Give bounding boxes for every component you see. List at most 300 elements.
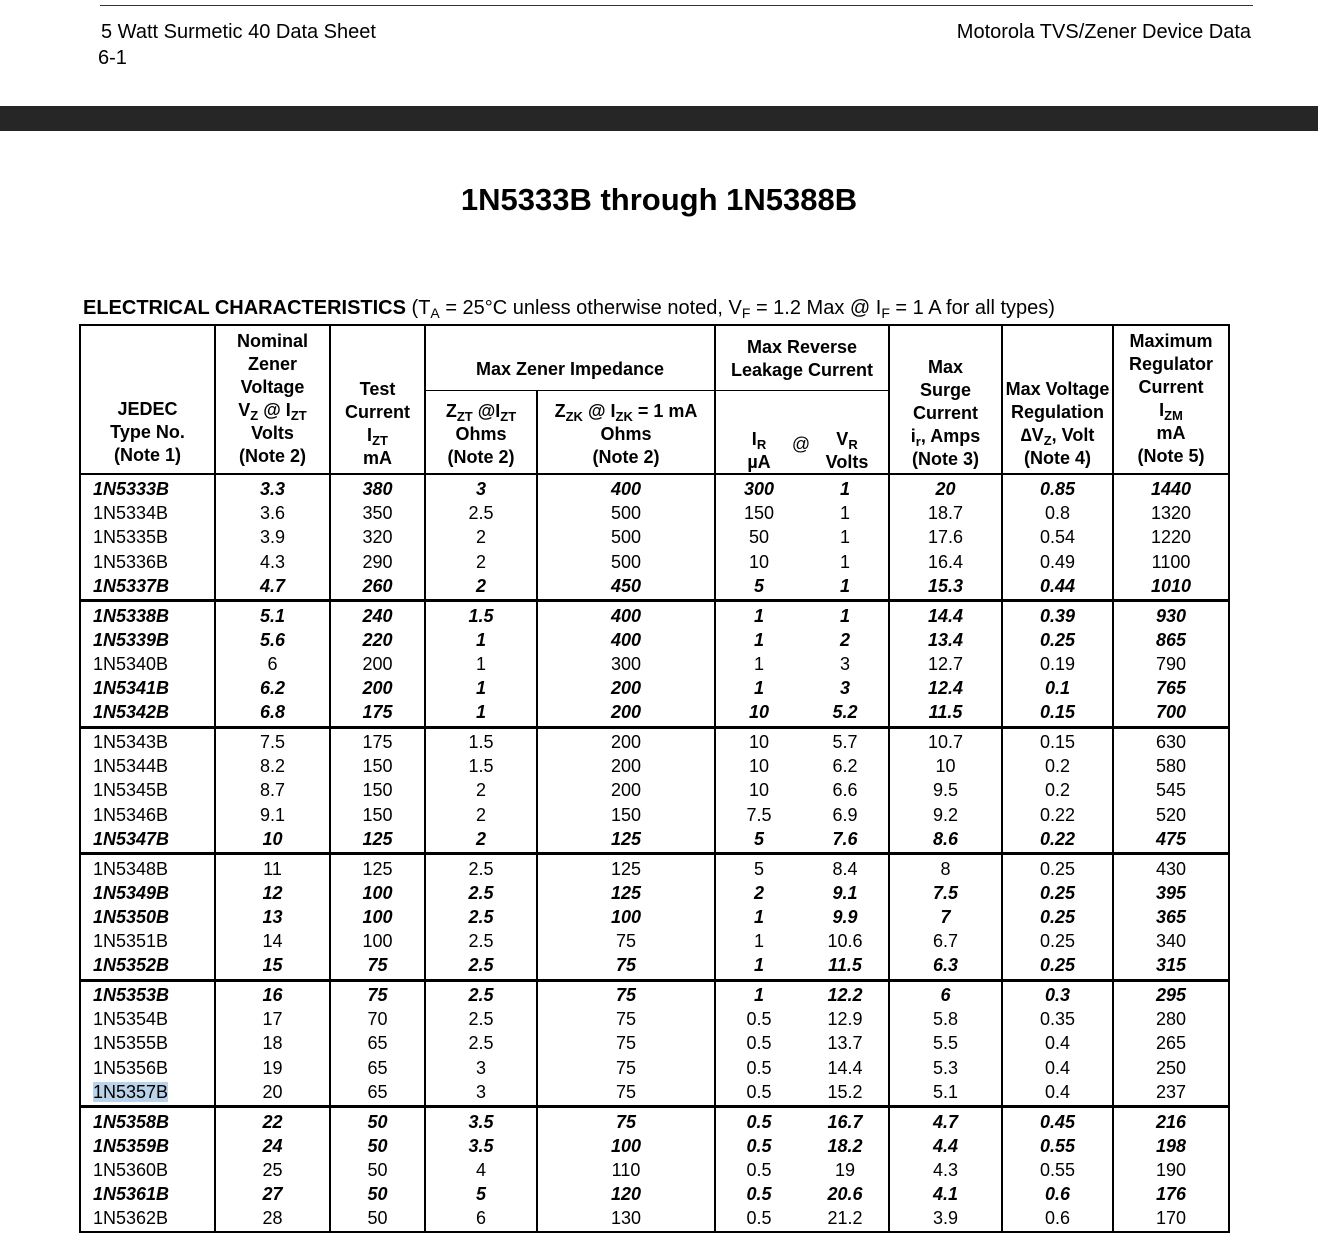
cell-type: 1N5358B [93, 1111, 170, 1132]
cell-izt: 240 [362, 605, 393, 626]
cell-vz: 3.6 [259, 503, 286, 524]
cell-zzk: 75 [615, 931, 637, 952]
cell-surge: 6.3 [932, 955, 959, 976]
cell-vz: 17 [262, 1009, 283, 1030]
cell-izm: 198 [1155, 1135, 1187, 1156]
cell-ir: 1 [753, 678, 764, 699]
cell-izm: 1320 [1150, 503, 1192, 524]
table-row [79, 700, 1230, 724]
cell-vz: 13 [262, 906, 283, 927]
cell-type: 1N5333B [93, 479, 170, 499]
cell-ir: 10 [748, 551, 770, 572]
cell-vz: 3.9 [259, 527, 286, 548]
cell-izt: 100 [362, 882, 393, 903]
cell-vz: 6 [267, 653, 278, 674]
cell-vr: 1 [839, 551, 850, 572]
cell-ir: 10 [748, 702, 770, 723]
cell-vz: 3.3 [259, 479, 286, 499]
cell-surge: 9.2 [932, 804, 959, 825]
cell-vr: 1 [839, 503, 850, 524]
cell-izt: 75 [367, 985, 388, 1005]
cell-vz: 20 [262, 1081, 283, 1102]
cell-ir: 5 [753, 858, 764, 879]
cell-zzk: 500 [610, 551, 642, 572]
cell-izm: 430 [1155, 858, 1187, 879]
cell-zzk: 500 [610, 527, 642, 548]
cell-zzt: 1 [475, 629, 486, 650]
cell-ir: 1 [753, 906, 764, 927]
cell-izm: 315 [1155, 955, 1187, 976]
cell-izm: 580 [1155, 756, 1187, 777]
cell-surge: 8 [940, 858, 951, 879]
cell-surge: 4.7 [932, 1111, 959, 1132]
cell-zzt: 3 [475, 479, 486, 499]
cell-zzt: 2 [475, 828, 486, 849]
cell-ir: 1 [753, 985, 764, 1005]
cell-izt: 65 [367, 1057, 388, 1078]
cell-surge: 12.4 [927, 678, 964, 699]
cell-surge: 5.3 [932, 1057, 959, 1078]
cell-surge: 10 [935, 756, 956, 777]
cell-zzt: 2.5 [468, 503, 494, 524]
cell-type: 1N5360B [93, 1159, 169, 1180]
table-row [79, 1007, 1230, 1031]
cell-zzt: 1 [475, 678, 486, 699]
cell-izt: 220 [362, 629, 393, 650]
header-surge: Max Surge Current $i_r$, Amps (Note 3) [910, 357, 981, 469]
cell-dvz: 0.8 [1044, 503, 1071, 524]
cell-vr: 6.2 [832, 756, 858, 777]
cell-dvz: 0.45 [1039, 1111, 1076, 1132]
cell-izt: 125 [362, 858, 393, 879]
cell-vz: 18 [262, 1033, 283, 1054]
header-zzt: $Z_{ZT}$ $@I_{ZT}$ Ohms (Note 2) [445, 401, 517, 467]
cell-ir: 0.5 [746, 1009, 772, 1030]
table-row [79, 1031, 1230, 1055]
cell-zzk: 75 [615, 1033, 637, 1054]
cell-zzk: 450 [610, 575, 642, 596]
cell-type: 1N5346B [93, 804, 169, 825]
cell-vr: 1 [839, 527, 850, 548]
header-izm: Maximum Regulator Current $I_{ZM}$ mA (Note 5) [1128, 331, 1213, 466]
cell-ir: 300 [743, 479, 775, 499]
cell-ir: 5 [753, 575, 764, 596]
header-band [0, 106, 1318, 131]
cell-izm: 280 [1155, 1009, 1187, 1030]
cell-zzk: 75 [615, 1111, 637, 1132]
cell-vz: 19 [262, 1057, 283, 1078]
cell-dvz: 0.3 [1044, 985, 1071, 1005]
cell-vr: 18.2 [827, 1135, 863, 1156]
cell-surge: 7 [940, 906, 951, 927]
cell-type: 1N5343B [93, 732, 169, 752]
cell-vz: 9.1 [259, 804, 286, 825]
cell-dvz: 0.4 [1044, 1057, 1071, 1078]
cell-dvz: 0.15 [1039, 732, 1076, 752]
cell-vr: 1 [839, 479, 850, 499]
cell-surge: 15.3 [927, 575, 964, 596]
cell-izt: 150 [362, 804, 393, 825]
cell-zzt: 4 [475, 1159, 486, 1180]
cell-izm: 930 [1155, 605, 1187, 626]
cell-dvz: 0.4 [1044, 1081, 1071, 1102]
cell-ir: 150 [743, 503, 775, 524]
header-at: @ [791, 434, 811, 454]
cell-zzt: 2.5 [468, 1009, 494, 1030]
cell-izt: 175 [362, 732, 393, 752]
cell-surge: 4.1 [932, 1184, 959, 1205]
cell-zzk: 110 [611, 1159, 641, 1180]
cell-izt: 125 [362, 828, 393, 849]
cell-vr: 13.7 [827, 1033, 863, 1054]
cell-dvz: 0.85 [1039, 479, 1076, 499]
cell-vz: 16 [262, 985, 283, 1005]
table-row [79, 501, 1230, 525]
cell-izm: 250 [1155, 1057, 1187, 1078]
cell-vr: 16.7 [827, 1111, 863, 1132]
cell-vr: 5.2 [832, 702, 858, 723]
cell-dvz: 0.2 [1044, 756, 1071, 777]
cell-type: 1N5353B [93, 985, 170, 1005]
cell-ir: 0.5 [746, 1081, 772, 1102]
cell-izt: 50 [367, 1159, 388, 1180]
cell-type: 1N5351B [93, 931, 169, 952]
cell-dvz: 0.54 [1039, 527, 1076, 548]
cell-zzt: 1 [475, 702, 486, 723]
cell-zzk: 400 [610, 479, 642, 499]
cell-surge: 14.4 [927, 605, 964, 626]
cell-zzk: 300 [610, 653, 642, 674]
cell-vz: 4.7 [259, 575, 286, 596]
cell-izt: 50 [367, 1208, 388, 1229]
cell-zzt: 2.5 [468, 882, 494, 903]
cell-izt: 150 [362, 780, 393, 801]
cell-surge: 3.9 [932, 1208, 959, 1229]
cell-ir: 10 [748, 780, 770, 801]
header-ir: $I_R$ µA [747, 429, 771, 472]
cell-izt: 200 [362, 678, 393, 699]
cell-vr: 6.9 [832, 804, 858, 825]
page-number: 6-1 [98, 47, 127, 69]
cell-vr: 7.6 [832, 828, 858, 849]
cell-zzk: 75 [615, 1009, 637, 1030]
table-row [79, 803, 1230, 827]
cell-izm: 395 [1155, 882, 1187, 903]
electrical-characteristics-table [79, 324, 1230, 1235]
cell-type: 1N5337B [93, 575, 170, 596]
cell-zzk: 150 [610, 804, 642, 825]
cell-surge: 9.5 [932, 780, 959, 801]
cell-izt: 175 [362, 702, 393, 723]
cell-izt: 260 [362, 575, 393, 596]
cell-dvz: 0.22 [1039, 828, 1076, 849]
table-row [79, 953, 1230, 977]
cell-izm: 1010 [1150, 575, 1192, 596]
cell-izm: 265 [1155, 1033, 1187, 1054]
cell-dvz: 0.55 [1039, 1159, 1076, 1180]
cell-vz: 7.5 [259, 732, 286, 752]
cell-surge: 16.4 [927, 551, 964, 572]
cell-vr: 2 [839, 629, 850, 650]
cell-izt: 150 [362, 756, 393, 777]
cell-zzt: 2 [475, 551, 486, 572]
table-row [79, 652, 1230, 676]
cell-ir: 1 [753, 931, 764, 952]
cell-zzt: 2.5 [468, 931, 494, 952]
cell-izm: 1100 [1151, 551, 1191, 572]
table-row [79, 525, 1230, 549]
cell-vz: 4.3 [259, 551, 286, 572]
cell-surge: 13.4 [927, 629, 964, 650]
table-row [79, 550, 1230, 574]
cell-dvz: 0.15 [1039, 702, 1076, 723]
cell-ir: 1 [753, 629, 764, 650]
cell-izm: 475 [1155, 828, 1187, 849]
cell-vr: 8.4 [832, 858, 858, 879]
cell-zzk: 75 [615, 1081, 637, 1102]
cell-ir: 50 [748, 527, 770, 548]
cell-izm: 865 [1155, 629, 1187, 650]
cell-izm: 790 [1155, 653, 1187, 674]
table-row [79, 857, 1230, 881]
cell-vr: 12.2 [827, 985, 863, 1005]
cell-izt: 65 [367, 1081, 388, 1102]
cell-izt: 50 [367, 1135, 388, 1156]
header-regulation: Max Voltage Regulation $\Delta V_Z$, Volt (Note 4) [1005, 379, 1110, 468]
cell-ir: 10 [748, 732, 770, 752]
cell-type: 1N5334B [93, 503, 169, 524]
cell-zzk: 130 [610, 1208, 642, 1229]
cell-zzk: 400 [610, 629, 642, 650]
cell-dvz: 0.19 [1039, 653, 1076, 674]
cell-zzt: 2.5 [468, 1033, 494, 1054]
header-test-current: Test Current $I_{ZT}$ mA [344, 379, 410, 468]
cell-zzt: 5 [475, 1184, 486, 1205]
cell-izm: 630 [1155, 732, 1187, 752]
cell-zzt: 1.5 [468, 756, 494, 777]
cell-type: 1N5342B [93, 702, 170, 723]
cell-ir: 5 [753, 828, 764, 849]
cell-surge: 8.6 [932, 828, 959, 849]
cell-zzt: 2 [475, 780, 486, 801]
section-heading: ELECTRICAL CHARACTERISTICS ($T_A = 25^\circ C$ unless otherwise noted, $V_F = 1.2$ Max @ $I_F = 1$ A for all types) [83, 297, 1055, 321]
cell-type: 1N5356B [93, 1057, 169, 1078]
table-row [79, 1056, 1230, 1080]
cell-zzk: 200 [610, 678, 642, 699]
cell-vz: 15 [262, 955, 283, 976]
cell-zzt: 1.5 [468, 732, 494, 752]
table-row [79, 477, 1230, 501]
table-row [79, 929, 1230, 953]
cell-ir: 0.5 [746, 1057, 772, 1078]
cell-dvz: 0.6 [1044, 1208, 1071, 1229]
cell-vr: 5.7 [832, 732, 858, 752]
cell-zzk: 75 [615, 955, 637, 976]
cell-zzt: 1.5 [468, 605, 494, 626]
table-row [79, 1080, 1230, 1104]
cell-izt: 50 [367, 1111, 388, 1132]
top-rule [100, 5, 1253, 6]
cell-vz: 5.1 [259, 605, 286, 626]
cell-dvz: 0.2 [1044, 780, 1071, 801]
header-vr: $V_R$ Volts [825, 429, 869, 472]
cell-zzt: 1 [475, 653, 486, 674]
cell-vr: 9.1 [832, 882, 858, 903]
cell-zzt: 2.5 [468, 955, 494, 976]
cell-zzk: 200 [610, 732, 642, 752]
cell-izm: 545 [1155, 780, 1187, 801]
cell-ir: 1 [753, 955, 764, 976]
cell-zzt: 2 [475, 575, 486, 596]
cell-vz: 5.6 [259, 629, 286, 650]
cell-zzk: 200 [610, 780, 642, 801]
cell-zzt: 2.5 [468, 906, 494, 927]
cell-type [93, 1080, 203, 1104]
cell-dvz: 0.25 [1039, 906, 1076, 927]
cell-ir: 0.5 [746, 1033, 772, 1054]
cell-type: 1N5354B [93, 1009, 169, 1030]
text-selection[interactable]: 1N5357B [93, 1081, 169, 1102]
cell-vr: 1 [839, 575, 850, 596]
cell-izt: 65 [367, 1033, 388, 1054]
cell-izt: 70 [367, 1009, 388, 1030]
cell-vr: 20.6 [827, 1184, 863, 1205]
cell-surge: 5.8 [932, 1009, 959, 1030]
cell-vz: 24 [262, 1135, 283, 1156]
cell-dvz: 0.44 [1039, 575, 1076, 596]
cell-type: 1N5340B [93, 653, 169, 674]
header-jedec: JEDEC Type No. (Note 1) [110, 399, 185, 465]
cell-izt: 50 [367, 1184, 388, 1205]
cell-vz: 25 [262, 1159, 283, 1180]
cell-surge: 5.5 [932, 1033, 959, 1054]
cell-dvz: 0.25 [1039, 858, 1076, 879]
cell-surge: 7.5 [932, 882, 959, 903]
cell-vz: 11 [263, 858, 282, 879]
cell-dvz: 0.1 [1044, 678, 1071, 699]
cell-ir: 0.5 [746, 1159, 772, 1180]
cell-zzk: 75 [615, 1057, 637, 1078]
cell-vr: 12.9 [827, 1009, 863, 1030]
cell-vr: 19 [834, 1159, 856, 1180]
cell-vz: 14 [262, 931, 283, 952]
cell-type: 1N5349B [93, 882, 170, 903]
cell-ir: 1 [753, 653, 764, 674]
table-row [79, 1110, 1230, 1134]
cell-vr: 1 [839, 605, 850, 626]
cell-zzt: 3.5 [468, 1111, 494, 1132]
cell-zzk: 200 [610, 756, 642, 777]
table-row [79, 676, 1230, 700]
cell-vz: 27 [262, 1184, 283, 1205]
cell-ir: 10 [748, 756, 770, 777]
cell-surge: 18.7 [927, 503, 964, 524]
cell-izm: 216 [1155, 1111, 1187, 1132]
cell-izt: 320 [362, 527, 393, 548]
cell-vr: 6.6 [832, 780, 858, 801]
cell-vr: 11.5 [828, 955, 862, 976]
cell-zzt: 3 [475, 1057, 486, 1078]
cell-vz: 8.7 [259, 780, 286, 801]
table-row [79, 754, 1230, 778]
table-row [79, 1158, 1230, 1182]
table-row [79, 905, 1230, 929]
cell-ir: 0.5 [746, 1135, 772, 1156]
cell-zzk: 120 [610, 1184, 642, 1205]
cell-izm: 176 [1155, 1184, 1187, 1205]
cell-ir: 0.5 [746, 1111, 772, 1132]
table-row [79, 881, 1230, 905]
cell-izm: 1440 [1150, 479, 1192, 499]
cell-vr: 3 [839, 653, 850, 674]
cell-type: 1N5347B [93, 828, 170, 849]
cell-izm: 520 [1155, 804, 1187, 825]
cell-dvz: 0.4 [1044, 1033, 1071, 1054]
cell-surge: 12.7 [927, 653, 964, 674]
cell-dvz: 0.25 [1039, 882, 1076, 903]
cell-type: 1N5341B [93, 678, 170, 699]
cell-vz: 22 [262, 1111, 283, 1132]
cell-zzk: 100 [610, 1135, 642, 1156]
cell-surge: 6 [940, 985, 951, 1005]
doc-source-header: Motorola TVS/Zener Device Data [956, 21, 1251, 43]
cell-izt: 75 [367, 955, 388, 976]
doc-title-header: 5 Watt Surmetic 40 Data Sheet [101, 21, 376, 43]
cell-type: 1N5352B [93, 955, 170, 976]
cell-zzt: 2 [475, 527, 486, 548]
header-leakage-group: Max Reverse Leakage Current [730, 337, 874, 380]
cell-izm: 237 [1155, 1081, 1187, 1102]
cell-ir: 2 [753, 882, 764, 903]
cell-izt: 100 [362, 931, 393, 952]
cell-vz: 6.2 [259, 678, 286, 699]
cell-ir: 1 [753, 605, 764, 626]
cell-vr: 10.6 [827, 931, 863, 952]
cell-surge: 5.1 [932, 1081, 959, 1102]
cell-izt: 200 [362, 653, 393, 674]
cell-ir: 0.5 [746, 1208, 772, 1229]
table-row [79, 778, 1230, 802]
table-row [79, 1134, 1230, 1158]
cell-izm: 170 [1155, 1208, 1187, 1229]
cell-type: 1N5362B [93, 1208, 169, 1229]
table-row [79, 730, 1230, 754]
cell-dvz: 0.25 [1039, 629, 1076, 650]
cell-dvz: 0.55 [1039, 1135, 1076, 1156]
cell-type: 1N5348B [93, 858, 169, 879]
cell-type: 1N5355B [93, 1033, 169, 1054]
cell-type: 1N5335B [93, 527, 169, 548]
cell-izm: 365 [1155, 906, 1187, 927]
cell-type: 1N5350B [93, 906, 170, 927]
cell-zzk: 125 [610, 882, 642, 903]
cell-zzt: 3 [475, 1081, 486, 1102]
table-row [79, 628, 1230, 652]
cell-surge: 11.5 [928, 702, 963, 723]
cell-surge: 10.7 [927, 732, 964, 752]
cell-izt: 290 [362, 551, 393, 572]
cell-zzk: 400 [610, 605, 642, 626]
cell-type: 1N5336B [93, 551, 169, 572]
table-row [79, 983, 1230, 1007]
cell-type: 1N5345B [93, 780, 169, 801]
cell-surge: 4.3 [932, 1159, 959, 1180]
table-row [79, 604, 1230, 628]
table-row [79, 1206, 1230, 1230]
cell-zzk: 500 [610, 503, 642, 524]
cell-izm: 1220 [1150, 527, 1192, 548]
table-row [79, 827, 1230, 851]
